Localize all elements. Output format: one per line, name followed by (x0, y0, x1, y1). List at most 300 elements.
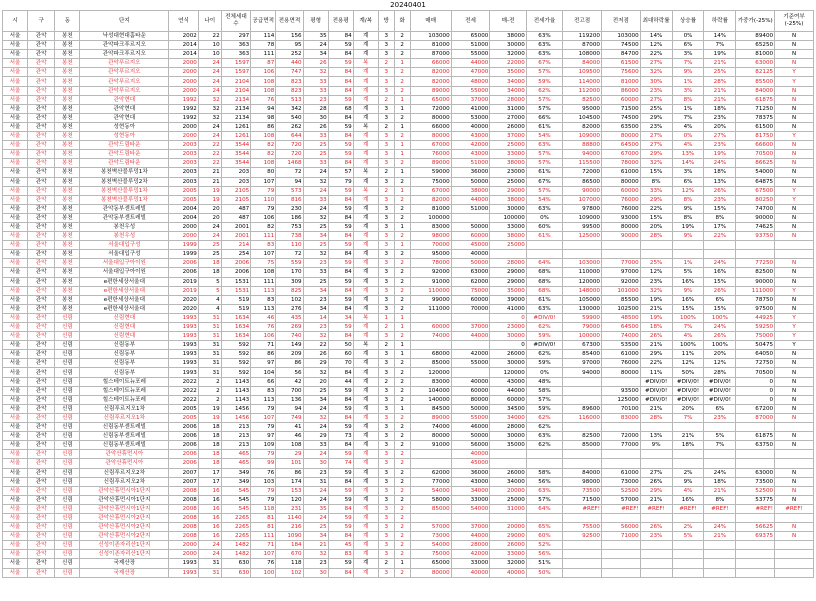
table-cell[interactable]: 59 (328, 241, 353, 250)
table-cell[interactable]: 130000 (563, 304, 602, 313)
table-cell[interactable]: 105000 (563, 295, 602, 304)
table-cell[interactable]: 서울 (3, 413, 28, 422)
table-cell[interactable]: 10 (198, 50, 221, 59)
table-cell[interactable]: 관악 (28, 59, 55, 68)
column-header[interactable]: 화 (394, 11, 410, 32)
table-cell[interactable]: 봉천 (55, 195, 80, 204)
table-cell[interactable]: 계 (353, 232, 378, 241)
table-cell[interactable]: 108 (251, 86, 276, 95)
table-cell[interactable]: 644 (276, 132, 303, 141)
table-cell[interactable]: 서울대입구성 (80, 241, 169, 250)
table-cell[interactable]: 37000 (490, 132, 526, 141)
table-cell[interactable]: 15% (704, 277, 736, 286)
table-cell[interactable]: N (775, 222, 814, 231)
table-cell[interactable]: 23% (704, 141, 736, 150)
table-cell[interactable]: 32 (303, 413, 328, 422)
table-cell[interactable]: 747 (276, 68, 303, 77)
table-cell[interactable]: 계 (353, 377, 378, 386)
table-cell[interactable]: 서울 (3, 250, 28, 259)
table-cell[interactable]: 25 (303, 150, 328, 159)
table-cell[interactable]: 1 (394, 323, 410, 332)
table-cell[interactable]: 서울 (3, 232, 28, 241)
table-cell[interactable]: 84 (328, 395, 353, 404)
table-cell[interactable]: 관악 (28, 313, 55, 322)
table-cell[interactable]: 신림 (55, 450, 80, 459)
table-cell[interactable]: 29% (640, 113, 672, 122)
table-cell[interactable]: 65000 (451, 32, 490, 41)
table-cell[interactable]: 관악현대 (80, 113, 169, 122)
table-cell[interactable]: 0% (526, 213, 562, 222)
table-cell[interactable]: 111 (251, 50, 276, 59)
table-cell[interactable]: 76000 (601, 359, 640, 368)
table-cell[interactable]: 계 (353, 495, 378, 504)
table-cell[interactable]: 592 (221, 359, 251, 368)
table-cell[interactable]: 서울 (3, 41, 28, 50)
table-cell[interactable]: 1531 (221, 277, 251, 286)
table-cell[interactable]: 8% (672, 95, 704, 104)
table-cell[interactable] (410, 513, 451, 522)
table-cell[interactable]: 84 (328, 568, 353, 577)
table-cell[interactable]: 95000 (410, 250, 451, 259)
table-cell[interactable]: 1993 (169, 332, 199, 341)
table-cell[interactable]: 서울 (3, 259, 28, 268)
table-cell[interactable]: 2 (394, 177, 410, 186)
table-cell[interactable]: 8% (672, 195, 704, 204)
table-cell[interactable]: 9% (672, 232, 704, 241)
table-cell[interactable]: 2 (394, 204, 410, 213)
table-cell[interactable]: 2 (394, 523, 410, 532)
table-cell[interactable]: 34000 (490, 477, 526, 486)
table-cell[interactable]: 신림 (55, 323, 80, 332)
table-cell[interactable]: 21% (704, 532, 736, 541)
table-cell[interactable] (526, 513, 562, 522)
table-cell[interactable]: 57% (526, 150, 562, 159)
table-cell[interactable]: 15% (640, 213, 672, 222)
table-cell[interactable]: 14% (640, 32, 672, 41)
table-cell[interactable]: 65% (526, 523, 562, 532)
table-cell[interactable]: 112000 (563, 86, 602, 95)
table-cell[interactable]: 21% (640, 341, 672, 350)
table-cell[interactable]: 40000 (451, 450, 490, 459)
table-cell[interactable]: 2000 (169, 68, 199, 77)
table-cell[interactable]: 26000 (490, 122, 526, 131)
table-cell[interactable]: 82125 (736, 68, 775, 77)
table-cell[interactable]: 13% (672, 150, 704, 159)
table-cell[interactable]: 0 (736, 377, 775, 386)
table-cell[interactable]: 32% (640, 286, 672, 295)
table-cell[interactable]: 823 (276, 77, 303, 86)
table-cell[interactable]: 1531 (221, 286, 251, 295)
table-cell[interactable]: 61875 (736, 95, 775, 104)
table-cell[interactable]: 103000 (410, 32, 451, 41)
table-cell[interactable]: 440 (276, 59, 303, 68)
table-cell[interactable]: 계 (353, 486, 378, 495)
table-cell[interactable]: 관악 (28, 277, 55, 286)
table-cell[interactable]: 80000 (601, 177, 640, 186)
table-cell[interactable]: 24 (198, 132, 221, 141)
table-cell[interactable]: 17 (198, 477, 221, 486)
table-cell[interactable]: 서울 (3, 450, 28, 459)
table-cell[interactable]: 24 (303, 41, 328, 50)
table-cell[interactable]: 64500 (601, 141, 640, 150)
table-cell[interactable]: 7% (672, 59, 704, 68)
table-cell[interactable]: 3 (378, 241, 394, 250)
table-cell[interactable]: 73000 (410, 532, 451, 541)
table-cell[interactable]: 31 (198, 559, 221, 568)
table-cell[interactable]: 2008 (169, 523, 199, 532)
table-cell[interactable]: 25 (303, 141, 328, 150)
table-cell[interactable]: 57% (526, 104, 562, 113)
table-cell[interactable]: 1 (394, 141, 410, 150)
table-cell[interactable]: N (775, 368, 814, 377)
table-cell[interactable]: 81000 (410, 41, 451, 50)
table-cell[interactable]: 계 (353, 359, 378, 368)
table-cell[interactable]: 계 (353, 323, 378, 332)
table-cell[interactable]: 100000 (490, 213, 526, 222)
table-cell[interactable] (775, 559, 814, 568)
table-cell[interactable]: 81000 (601, 77, 640, 86)
table-cell[interactable]: 봉천 (55, 59, 80, 68)
table-cell[interactable]: 관악 (28, 359, 55, 368)
table-cell[interactable]: 85000 (410, 359, 451, 368)
table-cell[interactable]: 77250 (736, 259, 775, 268)
table-cell[interactable]: 62% (526, 423, 562, 432)
table-cell[interactable]: 57 (328, 168, 353, 177)
table-cell[interactable]: 27% (640, 95, 672, 104)
table-cell[interactable]: 2 (378, 168, 394, 177)
table-cell[interactable]: 100000 (563, 332, 602, 341)
table-cell[interactable]: 32000 (490, 559, 526, 568)
table-cell[interactable]: 2 (394, 513, 410, 522)
table-cell[interactable]: 349 (221, 477, 251, 486)
table-cell[interactable]: 1% (672, 77, 704, 86)
table-cell[interactable]: 720 (276, 150, 303, 159)
table-cell[interactable]: 84 (328, 195, 353, 204)
table-cell[interactable] (601, 241, 640, 250)
table-cell[interactable]: 92000 (601, 277, 640, 286)
table-cell[interactable]: 57% (526, 159, 562, 168)
table-cell[interactable] (490, 459, 526, 468)
table-cell[interactable]: 1 (394, 59, 410, 68)
table-cell[interactable]: 21% (704, 95, 736, 104)
table-cell[interactable]: 21% (704, 86, 736, 95)
table-cell[interactable]: 79 (251, 186, 276, 195)
table-cell[interactable]: 262 (276, 122, 303, 131)
table-cell[interactable] (775, 423, 814, 432)
table-cell[interactable]: 513 (276, 95, 303, 104)
table-cell[interactable]: 87000 (563, 41, 602, 50)
table-cell[interactable] (775, 541, 814, 550)
table-cell[interactable]: 2 (378, 122, 394, 131)
table-cell[interactable]: 성현동아 (80, 122, 169, 131)
table-cell[interactable]: 33 (303, 159, 328, 168)
table-cell[interactable]: 203 (221, 168, 251, 177)
table-cell[interactable]: 26000 (490, 541, 526, 550)
table-cell[interactable]: 4% (672, 122, 704, 131)
table-cell[interactable]: 20 (198, 204, 221, 213)
table-cell[interactable]: N (775, 377, 814, 386)
table-cell[interactable]: 41000 (490, 304, 526, 313)
table-cell[interactable]: 110000 (563, 268, 602, 277)
table-cell[interactable]: 18 (198, 459, 221, 468)
table-cell[interactable]: 서울 (3, 86, 28, 95)
table-cell[interactable]: 86500 (563, 177, 602, 186)
table-cell[interactable] (672, 541, 704, 550)
table-cell[interactable]: 신림 (55, 541, 80, 550)
table-cell[interactable]: 계 (353, 32, 378, 41)
table-cell[interactable]: 2002 (169, 32, 199, 41)
table-cell[interactable]: 신림 (55, 568, 80, 577)
table-cell[interactable]: 3 (378, 350, 394, 359)
table-cell[interactable]: 85500 (601, 295, 640, 304)
table-cell[interactable]: 24 (303, 423, 328, 432)
table-cell[interactable]: 3 (378, 550, 394, 559)
table-cell[interactable] (640, 250, 672, 259)
table-cell[interactable]: 269 (276, 323, 303, 332)
table-cell[interactable]: 9% (640, 441, 672, 450)
table-cell[interactable]: 44000 (490, 386, 526, 395)
table-cell[interactable]: 32 (303, 332, 328, 341)
table-cell[interactable]: 77000 (601, 441, 640, 450)
table-cell[interactable]: 계 (353, 286, 378, 295)
table-cell[interactable]: 관악 (28, 213, 55, 222)
table-cell[interactable]: 20% (704, 122, 736, 131)
table-cell[interactable]: 23 (303, 323, 328, 332)
table-cell[interactable]: 3 (378, 523, 394, 532)
table-cell[interactable]: 31 (198, 350, 221, 359)
table-cell[interactable]: 성현동아 (80, 132, 169, 141)
table-cell[interactable]: 31 (303, 477, 328, 486)
table-cell[interactable]: 2 (378, 377, 394, 386)
table-cell[interactable]: 592 (221, 350, 251, 359)
table-cell[interactable]: 2008 (169, 486, 199, 495)
table-cell[interactable]: 84000 (736, 86, 775, 95)
table-cell[interactable]: 신림 (55, 486, 80, 495)
table-cell[interactable]: 22% (640, 359, 672, 368)
table-cell[interactable] (563, 559, 602, 568)
table-cell[interactable]: 15% (640, 168, 672, 177)
table-cell[interactable] (640, 559, 672, 568)
column-header[interactable]: 전세 (451, 11, 490, 32)
table-cell[interactable]: 80000 (410, 568, 451, 577)
table-cell[interactable] (775, 241, 814, 250)
table-cell[interactable]: Y (775, 341, 814, 350)
table-cell[interactable]: 43000 (451, 132, 490, 141)
table-cell[interactable]: 2 (394, 295, 410, 304)
table-cell[interactable]: 108 (251, 159, 276, 168)
table-cell[interactable]: N (775, 168, 814, 177)
table-cell[interactable]: 82000 (410, 68, 451, 77)
table-cell[interactable]: #REF! (563, 504, 602, 513)
table-cell[interactable]: 1 (394, 122, 410, 131)
table-cell[interactable]: 70000 (451, 304, 490, 313)
table-cell[interactable]: 신림현대 (80, 323, 169, 332)
table-cell[interactable]: 21 (198, 168, 221, 177)
table-cell[interactable]: 63000 (736, 468, 775, 477)
table-cell[interactable]: 신림 (55, 441, 80, 450)
table-cell[interactable]: Y (775, 332, 814, 341)
table-cell[interactable]: 계 (353, 523, 378, 532)
table-cell[interactable]: 25% (640, 104, 672, 113)
table-cell[interactable]: 계 (353, 532, 378, 541)
table-cell[interactable]: 관악 (28, 141, 55, 150)
table-cell[interactable]: 계 (353, 241, 378, 250)
table-cell[interactable]: 30 (303, 568, 328, 577)
table-cell[interactable]: 관악 (28, 441, 55, 450)
table-cell[interactable] (526, 241, 562, 250)
table-cell[interactable]: 107 (251, 550, 276, 559)
table-cell[interactable]: 170 (276, 268, 303, 277)
table-cell[interactable]: 1 (378, 313, 394, 322)
table-cell[interactable]: 2 (394, 441, 410, 450)
table-cell[interactable]: 102 (276, 568, 303, 577)
table-cell[interactable]: 52500 (601, 486, 640, 495)
table-cell[interactable]: 서울 (3, 132, 28, 141)
table-cell[interactable]: 24 (303, 204, 328, 213)
table-cell[interactable]: 50000 (451, 432, 490, 441)
table-cell[interactable]: 136 (276, 395, 303, 404)
table-cell[interactable]: 관악 (28, 286, 55, 295)
table-cell[interactable]: 서울 (3, 368, 28, 377)
table-cell[interactable]: 84 (328, 504, 353, 513)
table-cell[interactable]: 140000 (410, 395, 451, 404)
table-cell[interactable]: 63% (526, 432, 562, 441)
table-cell[interactable]: 서울 (3, 177, 28, 186)
table-cell[interactable]: 72000 (410, 104, 451, 113)
table-cell[interactable]: 서울 (3, 395, 28, 404)
table-cell[interactable]: 2006 (221, 268, 251, 277)
table-cell[interactable]: 59% (526, 359, 562, 368)
table-cell[interactable]: 75000 (410, 550, 451, 559)
table-cell[interactable]: 신림 (55, 368, 80, 377)
table-cell[interactable]: 59 (328, 513, 353, 522)
table-cell[interactable]: 28000 (490, 95, 526, 104)
table-cell[interactable]: 62000 (410, 468, 451, 477)
table-cell[interactable]: N (775, 122, 814, 131)
table-cell[interactable]: 서울 (3, 150, 28, 159)
table-cell[interactable]: 31 (198, 368, 221, 377)
table-cell[interactable]: 3 (378, 268, 394, 277)
table-cell[interactable]: 1992 (169, 113, 199, 122)
table-cell[interactable]: 2020 (169, 295, 199, 304)
table-cell[interactable]: 30000 (490, 204, 526, 213)
table-cell[interactable]: 61000 (601, 350, 640, 359)
table-cell[interactable]: 23 (303, 295, 328, 304)
table-cell[interactable]: 관악파크푸르지오 (80, 50, 169, 59)
table-cell[interactable]: 0% (672, 132, 704, 141)
table-cell[interactable]: 서울 (3, 550, 28, 559)
table-cell[interactable]: 50475 (736, 341, 775, 350)
table-cell[interactable]: 2 (394, 68, 410, 77)
table-cell[interactable]: 63% (526, 304, 562, 313)
table-cell[interactable]: 92000 (410, 268, 451, 277)
table-cell[interactable]: 41000 (451, 104, 490, 113)
table-cell[interactable]: 58% (526, 468, 562, 477)
table-cell[interactable]: 23% (640, 532, 672, 541)
table-cell[interactable]: 46 (251, 313, 276, 322)
table-cell[interactable]: 서울 (3, 204, 28, 213)
table-cell[interactable]: 26% (640, 523, 672, 532)
table-cell[interactable]: 2014 (169, 50, 199, 59)
table-cell[interactable]: 32 (198, 95, 221, 104)
table-cell[interactable]: 28% (640, 232, 672, 241)
table-cell[interactable]: N (775, 150, 814, 159)
table-cell[interactable]: 23000 (490, 323, 526, 332)
table-cell[interactable]: 3 (378, 368, 394, 377)
table-cell[interactable]: 3 (378, 113, 394, 122)
table-cell[interactable]: 31 (198, 323, 221, 332)
table-cell[interactable] (672, 513, 704, 522)
table-cell[interactable]: 서울 (3, 459, 28, 468)
table-cell[interactable]: #REF! (672, 504, 704, 513)
table-cell[interactable]: 84 (328, 441, 353, 450)
table-cell[interactable]: 2008 (169, 504, 199, 513)
table-cell[interactable]: 서울 (3, 350, 28, 359)
column-header[interactable]: 전용면적 (276, 11, 303, 32)
table-cell[interactable] (640, 550, 672, 559)
table-cell[interactable]: N (775, 350, 814, 359)
table-cell[interactable]: 111 (251, 232, 276, 241)
table-cell[interactable]: 59 (328, 559, 353, 568)
table-cell[interactable] (672, 423, 704, 432)
table-cell[interactable]: 34 (303, 286, 328, 295)
table-cell[interactable]: Y (775, 195, 814, 204)
table-cell[interactable] (601, 423, 640, 432)
table-cell[interactable]: 4% (672, 486, 704, 495)
table-cell[interactable] (736, 550, 775, 559)
table-cell[interactable]: 101000 (601, 286, 640, 295)
table-cell[interactable]: 363 (221, 50, 251, 59)
table-cell[interactable]: 18 (198, 441, 221, 450)
table-cell[interactable]: 153 (276, 486, 303, 495)
table-cell[interactable]: 465 (221, 450, 251, 459)
table-cell[interactable]: 2265 (221, 513, 251, 522)
table-cell[interactable]: 2001 (221, 222, 251, 231)
table-cell[interactable]: 36000 (451, 168, 490, 177)
table-cell[interactable]: 신림 (55, 513, 80, 522)
table-cell[interactable]: 34 (303, 395, 328, 404)
table-cell[interactable]: 203 (221, 177, 251, 186)
table-cell[interactable] (640, 423, 672, 432)
table-cell[interactable]: 20 (198, 213, 221, 222)
table-cell[interactable] (775, 250, 814, 259)
table-cell[interactable]: Y (775, 77, 814, 86)
table-cell[interactable]: 2000 (169, 132, 199, 141)
table-cell[interactable]: 3 (378, 295, 394, 304)
table-cell[interactable]: 2 (394, 32, 410, 41)
table-cell[interactable]: 관악 (28, 559, 55, 568)
table-cell[interactable]: 100 (251, 568, 276, 577)
table-cell[interactable]: 559 (276, 259, 303, 268)
table-cell[interactable]: 봉천 (55, 259, 80, 268)
table-cell[interactable]: 33 (303, 268, 328, 277)
table-cell[interactable]: 2105 (221, 186, 251, 195)
table-cell[interactable]: 42000 (451, 141, 490, 150)
table-cell[interactable]: 108000 (563, 50, 602, 59)
table-cell[interactable]: 2003 (169, 150, 199, 159)
table-cell[interactable]: 관악 (28, 332, 55, 341)
table-cell[interactable]: 66000 (410, 122, 451, 131)
table-cell[interactable]: 2 (394, 386, 410, 395)
table-cell[interactable]: 관악 (28, 495, 55, 504)
table-cell[interactable]: 50% (526, 568, 562, 577)
table-cell[interactable]: 71250 (736, 104, 775, 113)
table-cell[interactable]: 20000 (490, 486, 526, 495)
table-cell[interactable] (775, 550, 814, 559)
table-cell[interactable]: 90000 (563, 186, 602, 195)
table-cell[interactable]: 서울 (3, 477, 28, 486)
table-cell[interactable]: 519 (221, 295, 251, 304)
